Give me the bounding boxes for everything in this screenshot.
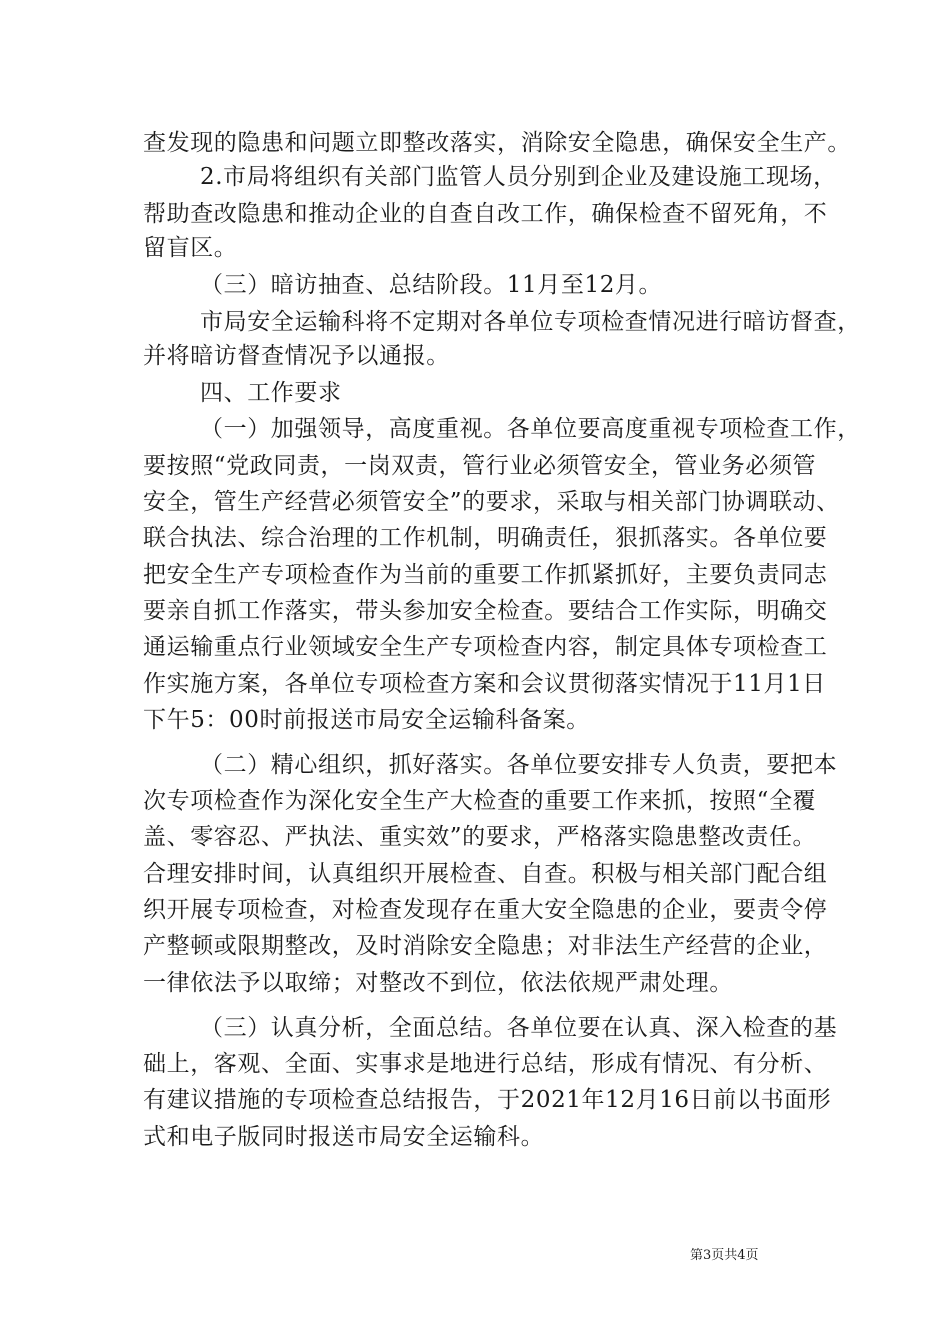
- text-line: 2.市局将组织有关部门监管人员分别到企业及建设施工现场，: [200, 164, 837, 190]
- text-line: 把安全生产专项检查作为当前的重要工作抓紧抓好，主要负责同志: [143, 562, 828, 588]
- text-line: 要亲自抓工作落实，带头参加安全检查。要结合工作实际，明确交: [143, 598, 828, 624]
- text-line: 市局安全运输科将不定期对各单位专项检查情况进行暗访督查，: [200, 309, 861, 335]
- text-line: 础上，客观、全面、实事求是地进行总结，形成有情况、有分析、: [143, 1051, 828, 1077]
- text-line: （二）精心组织，抓好落实。各单位要安排专人负责，要把本: [200, 752, 838, 778]
- text-line: （三）暗访抽查、总结阶段。11月至12月。: [200, 272, 663, 298]
- text-line: 式和电子版同时报送市局安全运输科。: [143, 1124, 545, 1150]
- text-line: 安全，管生产经营必须管安全”的要求，采取与相关部门协调联动、: [143, 489, 840, 515]
- text-line: 合理安排时间，认真组织开展检查、自查。积极与相关部门配合组: [143, 861, 828, 887]
- text-line: 要按照“党政同责，一岗双责，管行业必须管安全，管业务必须管: [143, 453, 817, 479]
- text-line: 下午5：00时前报送市局安全运输科备案。: [143, 707, 590, 733]
- text-line: 查发现的隐患和问题立即整改落实，消除安全隐患，确保安全生产。: [143, 130, 851, 156]
- text-line: 联合执法、综合治理的工作机制，明确责任，狠抓落实。各单位要: [143, 525, 828, 551]
- text-line: 作实施方案，各单位专项检查方案和会议贯彻落实情况于11月1日: [143, 671, 826, 697]
- text-line: 一律依法予以取缔；对整改不到位，依法依规严肃处理。: [143, 970, 733, 996]
- text-line: 织开展专项检查，对检查发现存在重大安全隐患的企业，要责令停: [143, 897, 828, 923]
- text-line: 通运输重点行业领域安全生产专项检查内容，制定具体专项检查工: [143, 634, 828, 660]
- text-line: 盖、零容忍、严执法、重实效”的要求，严格落实隐患整改责任。: [143, 824, 817, 850]
- text-line: 留盲区。: [143, 235, 238, 261]
- text-line: 次专项检查作为深化安全生产大检查的重要工作来抓，按照“全覆: [143, 788, 817, 814]
- section-heading: 四、工作要求: [200, 380, 342, 406]
- text-line: 并将暗访督查情况予以通报。: [143, 343, 450, 369]
- text-line: 有建议措施的专项检查总结报告，于2021年12月16日前以书面形: [143, 1087, 832, 1113]
- text-line: （三）认真分析，全面总结。各单位要在认真、深入检查的基: [200, 1015, 838, 1041]
- text-line: 帮助查改隐患和推动企业的自查自改工作，确保检查不留死角，不: [143, 201, 828, 227]
- text-line: （一）加强领导，高度重视。各单位要高度重视专项检查工作，: [200, 416, 861, 442]
- page-number-footer: 第3页共4页: [690, 1248, 759, 1263]
- text-line: 产整顿或限期整改，及时消除安全隐患；对非法生产经营的企业，: [143, 933, 828, 959]
